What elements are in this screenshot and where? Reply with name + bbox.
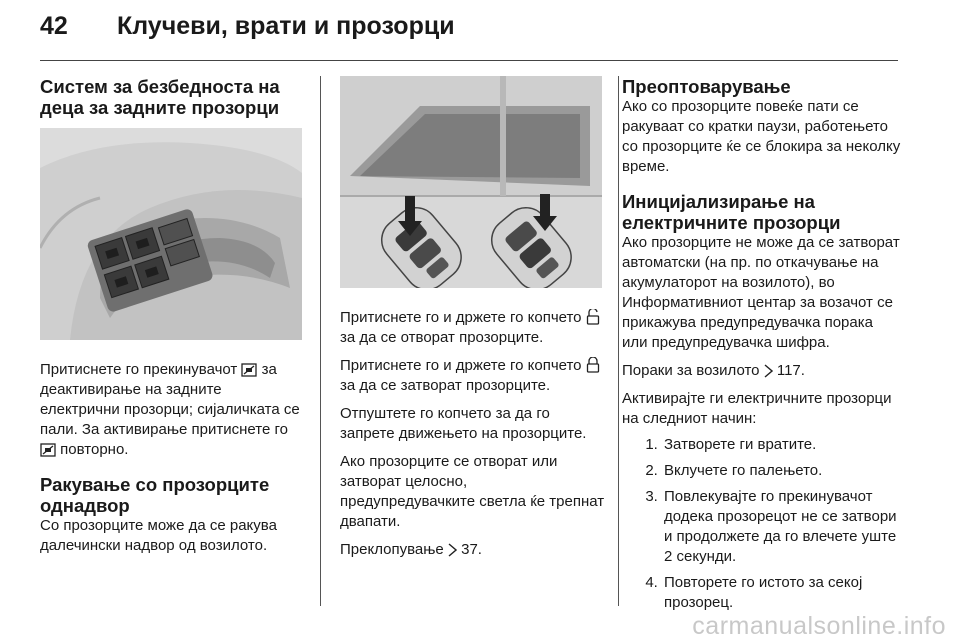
door-switch-illustration xyxy=(40,128,302,340)
reference-arrow-icon xyxy=(764,364,773,378)
list-item: 2. Вклучете го палењето. xyxy=(662,461,902,481)
steps-list xyxy=(622,435,902,613)
section-heading-child-lock: Систем за безбедноста на деца за задните прозорци xyxy=(40,76,280,118)
paragraph-reference-override: Преклопување 37. xyxy=(340,541,482,558)
section-heading-initialization: Иницијализирање на електричните прозорци xyxy=(622,191,841,233)
section-heading-remote-operation: Ракување со прозорците однадвор xyxy=(40,474,270,516)
column-3 xyxy=(622,76,902,619)
unlock-icon xyxy=(586,309,600,325)
page-header xyxy=(0,0,960,70)
column-2 xyxy=(340,76,606,560)
column-1 xyxy=(40,76,302,556)
column-divider-2 xyxy=(618,76,619,606)
lock-icon xyxy=(586,357,600,373)
paragraph-remote-operation: Со прозорците може да се ракува далечински надвор од возилото. xyxy=(40,517,277,554)
watermark: carmanualsonline.info xyxy=(692,612,946,640)
child-lock-icon xyxy=(241,363,257,377)
list-item: 4. Повторете го истото за секој прозорец. xyxy=(662,573,902,613)
section-heading-overload: Преоптоварување xyxy=(622,76,791,97)
paragraph-initialization: Ако прозорците не може да се затворат автоматски (на пр. по откачување на акумулаторот на возилото), во Информативниот центар за возачот се прикажува предупредувачка порака или предупредувачка шифра. xyxy=(622,234,900,351)
header-divider xyxy=(40,60,898,61)
remote-key-illustration xyxy=(340,76,602,288)
paragraph-release-button: Отпуштете го копчето за да го запрете движењето на прозорците. xyxy=(340,405,587,442)
page-title: Клучеви, врати и прозорци xyxy=(117,12,455,40)
reference-arrow-icon xyxy=(448,543,457,557)
paragraph-reference-messages: Пораки за возилото 117. xyxy=(622,362,805,379)
paragraph-activate-instructions: Активирајте ги електричните прозорци на следниот начин: xyxy=(622,390,892,427)
paragraph-open-windows: Притиснете го и држете го копчето за да се отворат прозорците. xyxy=(340,308,606,348)
column-divider-1 xyxy=(320,76,321,606)
paragraph-overload: Ако со прозорците повеќе пати се ракуваат со кратки паузи, работењето со прозорците ќе се блокира за неколку време. xyxy=(622,98,901,175)
list-item: 3. Повлекувајте го прекинувачот додека прозорецот не се затвори и продолжете да го влечете уште 2 секунди. xyxy=(662,487,902,567)
child-lock-icon xyxy=(40,443,56,457)
paragraph-close-windows: Притиснете го и држете го копчето за да се затворат прозорците. xyxy=(340,356,606,396)
page-number: 42 xyxy=(40,12,68,40)
paragraph-child-lock: Притиснете го прекинувачот за деактивирање на задните електрични прозорци; сијаличката се пали. За активирање притиснете го повторно. xyxy=(40,361,300,458)
list-item: 1. Затворете ги вратите. xyxy=(662,435,902,455)
paragraph-hazard-flash: Ако прозорците се отворат или затворат целосно, предупредувачките светла ќе трепнат двапати. xyxy=(340,453,605,530)
